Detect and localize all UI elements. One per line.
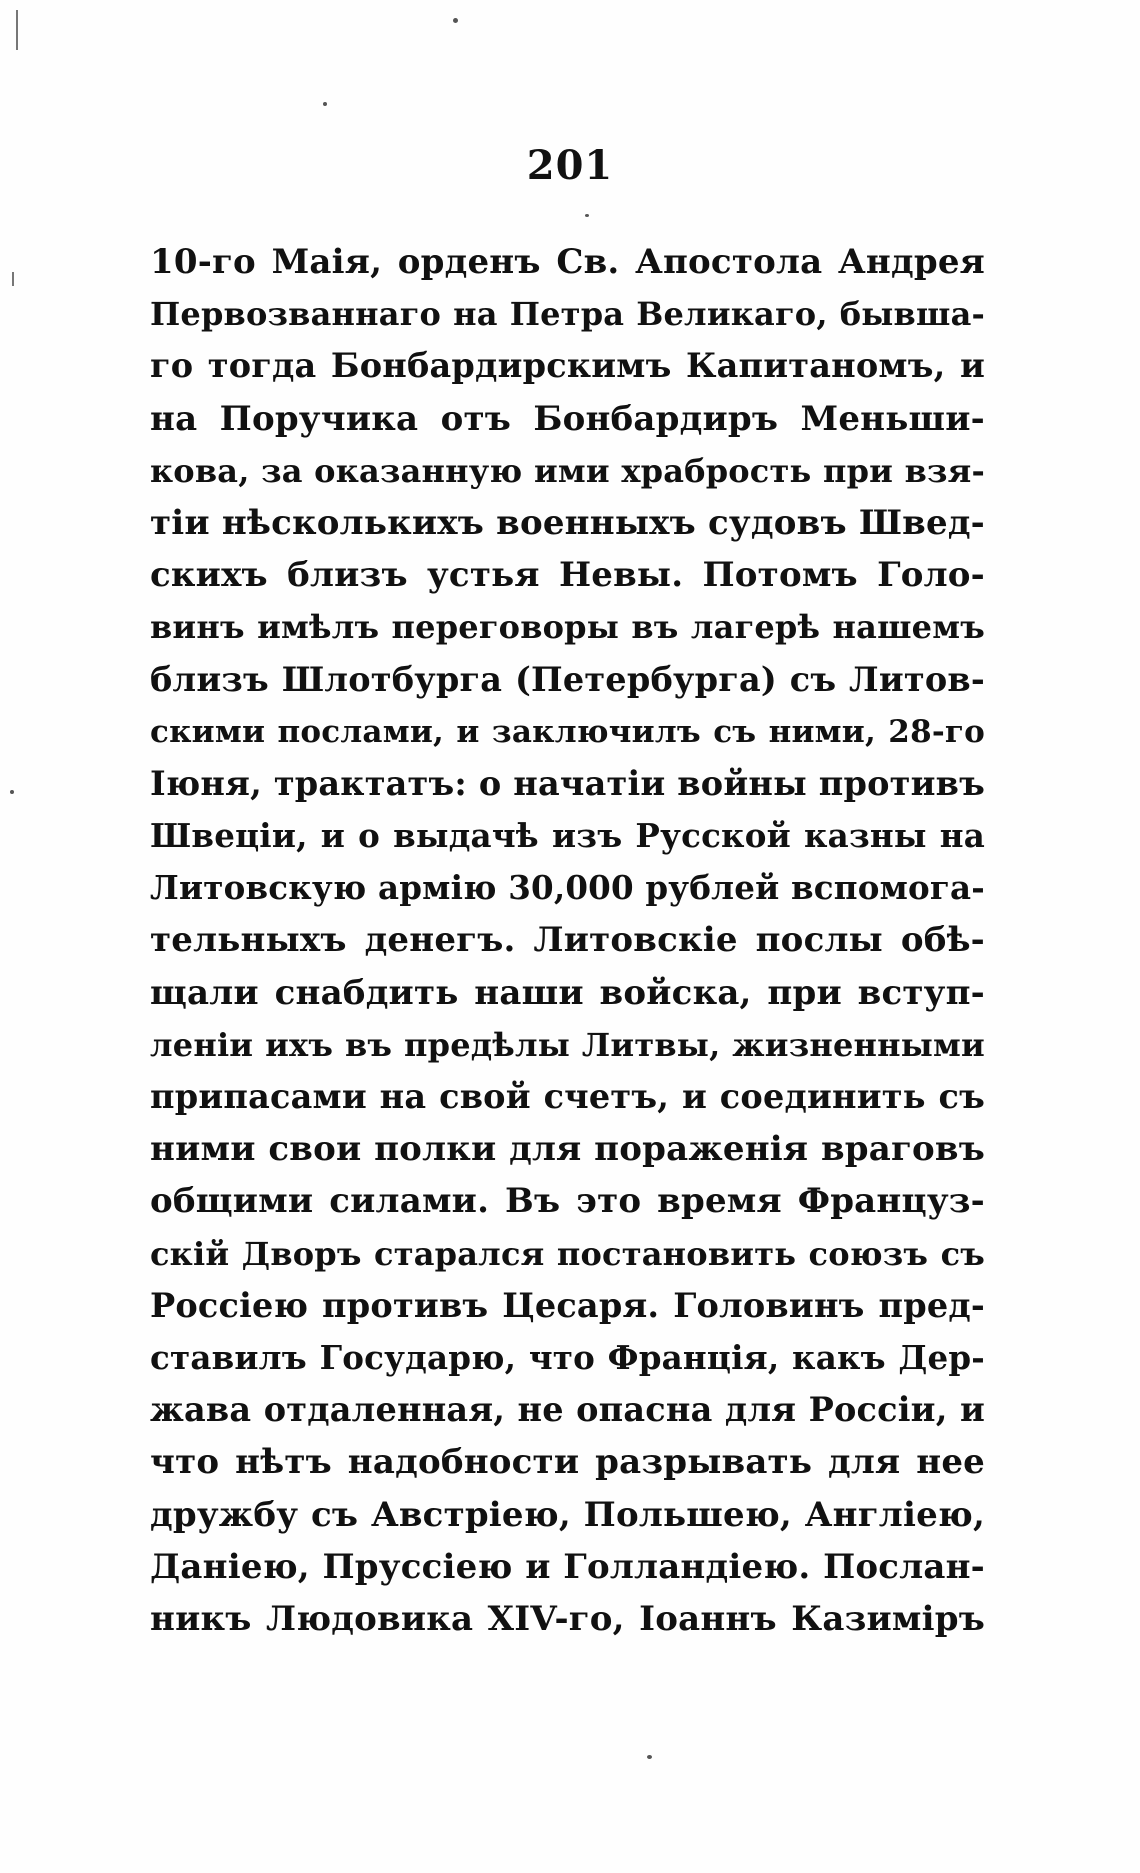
text-line: припасами на свой счетъ, и соединить съ [150, 1077, 985, 1116]
text-line: Первозваннаго на Петра Великаго, бывша- [150, 295, 985, 334]
text-line: жава отдаленная, не опасна для Россіи, и [150, 1390, 985, 1430]
text-line: Литовскую армію 30,000 рублей вспомога- [150, 868, 985, 908]
text-line: кова, за оказанную ими храбрость при взя- [150, 451, 985, 490]
speck-right [585, 214, 589, 217]
text-line: тельныхъ денегъ. Литовскіе послы обѣ- [150, 920, 985, 961]
speck-left [10, 790, 14, 794]
text-line: что нѣтъ надобности разрывать для нее [150, 1442, 985, 1483]
text-line: ними свои полки для пораженія враговъ [150, 1129, 985, 1170]
text-line: Россіею противъ Цесаря. Головинъ пред- [150, 1285, 985, 1325]
text-line: дружбу съ Австріею, Польшею, Англіею, [150, 1494, 985, 1535]
text-line: щали снабдить наши войска, при вступ- [150, 972, 985, 1013]
left-edge-mark [16, 10, 18, 50]
speck-bottom [647, 1755, 652, 1759]
text-line: леніи ихъ въ предѣлы Литвы, жизненными [150, 1025, 985, 1064]
text-line: винъ имѣлъ переговоры въ лагерѣ нашемъ [150, 608, 985, 647]
body-text [150, 236, 985, 1645]
speck-top [453, 18, 458, 23]
text-line: 10-го Маія, орденъ Св. Апостола Андрея [150, 242, 985, 282]
text-line: на Поручика отъ Бонбардиръ Меньши- [150, 398, 985, 439]
speck-upper [323, 102, 327, 106]
text-line: скими послами, и заключилъ съ ними, 28-го [150, 713, 985, 750]
text-line: скій Дворъ старался постановить союзъ съ [150, 1234, 985, 1273]
page-number: 201 [526, 142, 614, 189]
text-line: тіи нѣсколькихъ военныхъ судовъ Швед- [150, 502, 985, 543]
text-line: Іюня, трактатъ: о начатіи войны противъ [150, 763, 985, 803]
left-edge-mark-2 [12, 272, 14, 286]
text-line: Швеціи, и о выдачѣ изъ Русской казны на [150, 816, 985, 856]
text-line: общими силами. Въ это время Француз- [150, 1181, 985, 1222]
text-line: никъ Людовика XIV-го, Іоаннъ Казиміръ [150, 1598, 985, 1639]
text-line: го тогда Бонбардирскимъ Капитаномъ, и [150, 346, 985, 386]
text-line: скихъ близъ устья Невы. Потомъ Голо- [150, 555, 985, 596]
text-line: ставилъ Государю, что Франція, какъ Дер- [150, 1337, 985, 1377]
text-line: Даніею, Пруссіею и Голландіею. Послан- [150, 1546, 985, 1587]
text-line: близъ Шлотбурга (Петербурга) съ Литов- [150, 659, 985, 699]
